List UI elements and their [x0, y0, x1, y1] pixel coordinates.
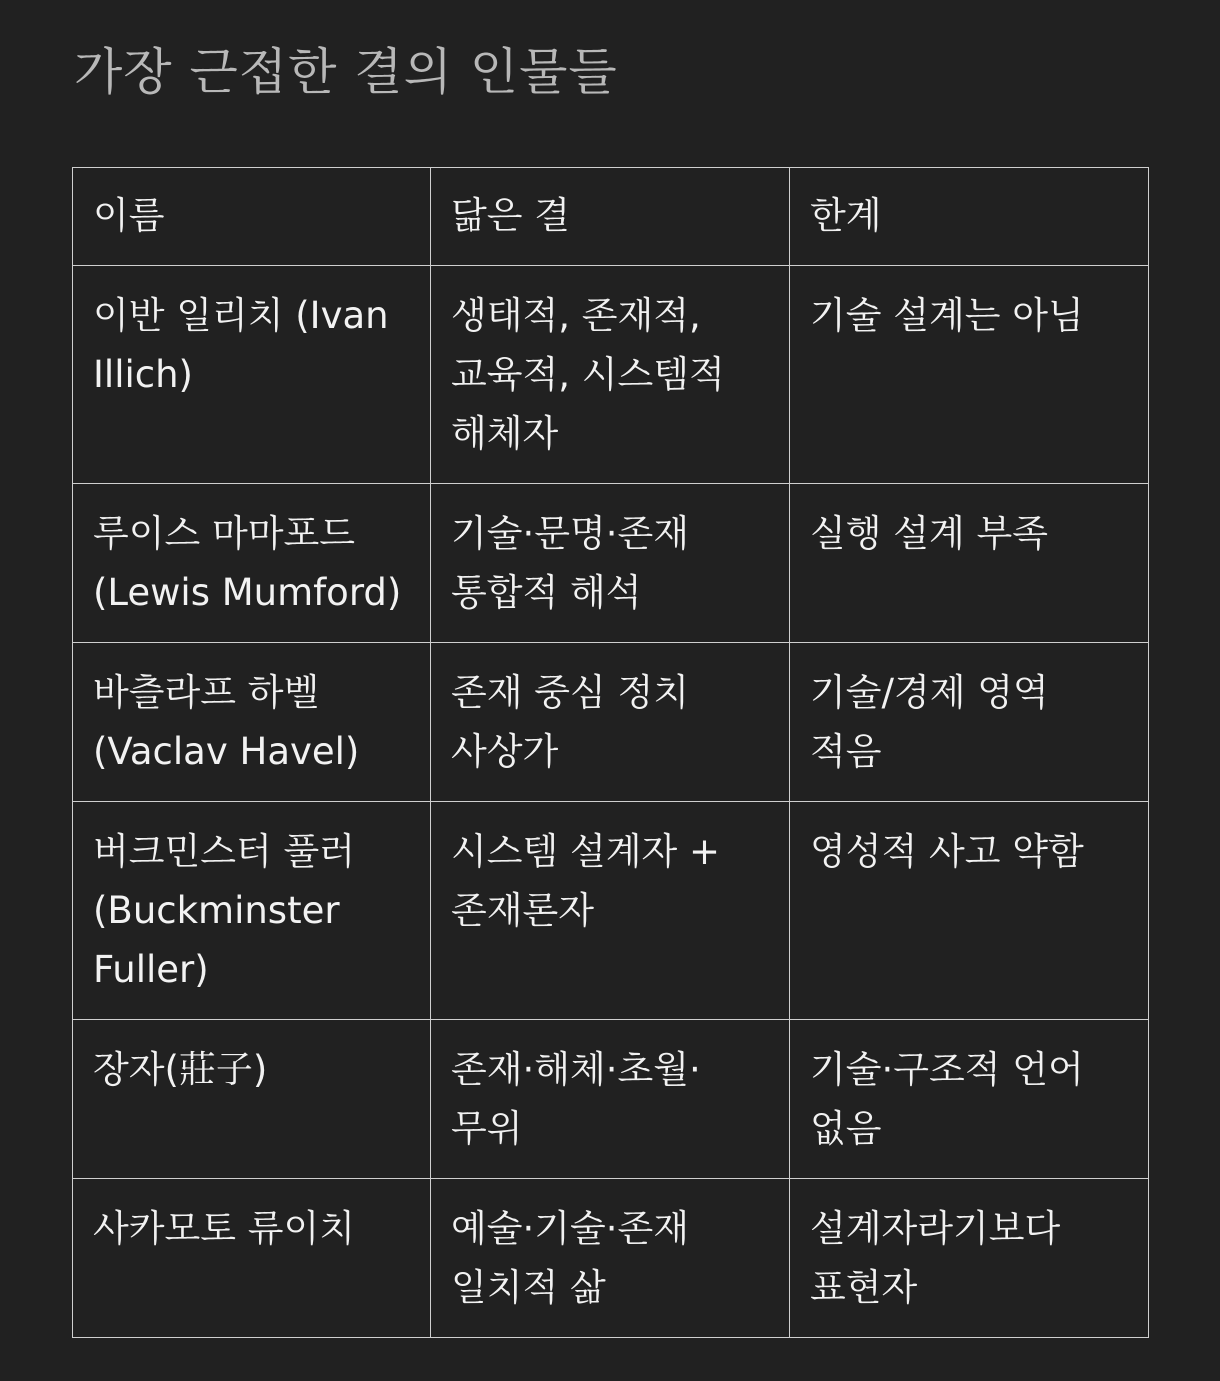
table-row	[73, 643, 1149, 802]
header-name: 이름	[73, 168, 431, 266]
cell-similarity: 기술·문명·존재 통합적 해석	[431, 484, 790, 643]
cell-similarity: 생태적, 존재적, 교육적, 시스템적 해체자	[431, 266, 790, 484]
header-limitation: 한계	[790, 168, 1149, 266]
cell-limitation: 기술 설계는 아님	[790, 266, 1149, 484]
page-title: 가장 근접한 결의 인물들	[74, 43, 618, 101]
cell-similarity: 시스템 설계자 + 존재론자	[431, 802, 790, 1020]
cell-name: 이반 일리치 (Ivan Illich)	[73, 266, 431, 484]
cell-similarity: 존재·해체·초월·무위	[431, 1020, 790, 1179]
header-similarity: 닮은 결	[431, 168, 790, 266]
cell-limitation: 기술/경제 영역 적음	[790, 643, 1149, 802]
table-header-row	[73, 168, 1149, 266]
table-row	[73, 266, 1149, 484]
cell-similarity: 예술·기술·존재 일치적 삶	[431, 1179, 790, 1338]
cell-limitation: 영성적 사고 약함	[790, 802, 1149, 1020]
cell-name: 바츨라프 하벨 (Vaclav Havel)	[73, 643, 431, 802]
table-row	[73, 802, 1149, 1020]
cell-name: 루이스 마마포드 (Lewis Mumford)	[73, 484, 431, 643]
cell-name: 사카모토 류이치	[73, 1179, 431, 1338]
table-row	[73, 1020, 1149, 1179]
cell-similarity: 존재 중심 정치 사상가	[431, 643, 790, 802]
cell-name: 장자(莊子)	[73, 1020, 431, 1179]
cell-limitation: 실행 설계 부족	[790, 484, 1149, 643]
cell-limitation: 기술·구조적 언어 없음	[790, 1020, 1149, 1179]
people-table	[72, 167, 1149, 1338]
table-row	[73, 484, 1149, 643]
table-row	[73, 1179, 1149, 1338]
cell-name: 버크민스터 풀러 (Buckminster Fuller)	[73, 802, 431, 1020]
cell-limitation: 설계자라기보다 표현자	[790, 1179, 1149, 1338]
